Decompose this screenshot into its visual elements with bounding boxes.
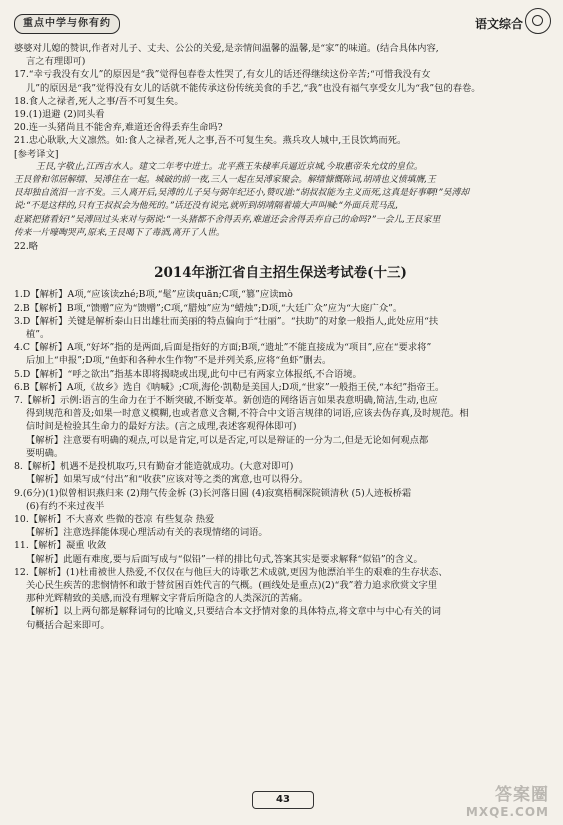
- answer-line: 10.【解析】不大喜欢 些微的苍凉 有些复杂 热爱: [14, 513, 215, 525]
- answer-line: 【解析】注意选择能体现心理活动有关的表现情绪的词语。: [26, 527, 268, 539]
- page-header: [0, 0, 563, 44]
- answer-line: 5.D【解析】“呼之欲出”指基本即将揭晓或出现,此句中已有两家立体报纸,不合语境。: [14, 368, 362, 380]
- answer-line: 那种光辉精致的美感,而没有理解文字背后所隐含的人类深沉的苦痛。: [26, 593, 308, 605]
- answer-content: [14, 42, 547, 632]
- answer-line: 8.【解析】机遇不是投机取巧,只有勤奋才能造就成功。(大意对即可): [14, 461, 294, 473]
- page-number: 43: [252, 791, 314, 809]
- answer-line: 22.略: [14, 241, 39, 253]
- answer-line: 要明确。: [26, 447, 64, 459]
- answers-exam-13: [14, 288, 547, 631]
- reference-translation: [14, 161, 547, 240]
- answer-line: 11.【解析】凝重 收敛: [14, 540, 107, 552]
- answer-line: 21.忠心耿耿,大义凛然。如:食人之禄者,死人之事,吾不可复生矣。燕兵攻人城中,王艮饮鸩而死。: [14, 135, 407, 147]
- answer-line: 6.B【解析】A项,《故乡》选自《呐喊》;C项,海伦·凯勒是美国人;D项,“世家”一般指王侯,“本纪”指帝王。: [14, 381, 445, 393]
- answer-line: 【解析】注意要有明确的观点,可以是肯定,可以是否定,可以是辩证的一分为二,但是无论如何观点都: [26, 434, 429, 446]
- translation-line: 王艮曾和邻居解缙、吴溥住在一起。城破的前一夜,三人一起在吴溥家聚会。解缙慷慨陈词,胡靖也义愤填膺,王: [14, 175, 436, 186]
- translation-line: 艮却独自流泪一言不发。三人离开后,吴溥的儿子吴与弼年纪还小,赞叹道:“胡叔叔能为主义而死,这真是好事啊!”吴溥却: [14, 188, 470, 199]
- answer-line: 17.“幸亏我没有女儿”的原因是“我”觉得包春卷太性哭了,有女儿的话还得继续这份辛苦;“可惜我没有女: [14, 69, 431, 81]
- series-logo: 重点中学与你有约: [14, 14, 120, 34]
- answer-line: (6)有约不来过夜半: [26, 500, 105, 512]
- exam-title: 2014年浙江省自主招生保送考试卷(十三): [154, 265, 407, 282]
- answer-line: 后加上“申报”;D项,“鱼虾和各种水生作物”不是并列关系,应将“鱼虾”删去。: [26, 355, 332, 367]
- emblem-icon: [525, 8, 551, 34]
- watermark-title: 答案圈: [495, 785, 549, 805]
- page-footer: [0, 785, 563, 825]
- translation-line: 赶紧把猪看好!”吴溥回过头来对与弼说:“一头猪都不舍得丢弃,难道还会舍得丢弃自己的命吗?”一会儿,王艮家里: [14, 214, 441, 225]
- answer-line: 婆婆对儿媳的赞识,作者对儿子、丈夫、公公的关爱,是亲情间温馨的温馨,是“家”的味道。(结合具体内容,: [14, 43, 439, 54]
- answer-line: 儿”的原因是“我”觉得没有女儿的话就不能传承这份传统美食的手艺,“我”也没有福气享受女儿为“我”包的春卷。: [26, 82, 481, 94]
- answer-line: 言之有理即可): [26, 56, 86, 68]
- answer-line: 19.(1)退避 (2)同头看: [14, 109, 105, 121]
- answer-line: 1.D【解析】A项,“应该读zhé;B项,“髦”应读quān;C项,“篡”应读mò: [14, 289, 293, 301]
- answer-line: 20.连一头猪尚且不能舍弃,难道还舍得丢弃生命吗?: [14, 122, 223, 134]
- answer-line: 4.C【解析】A项,“好坏”指的是两面,后面是指好的方面;B项,“遗址”不能直接成为“项目”,应在“要求将”: [14, 342, 432, 354]
- answer-line: 得到规范和普及;如果一时意义模糊,也或者意义含糊,不符合中文语言规律的词语,应该去伪存真,及时规范。相: [26, 408, 469, 420]
- subject-label: 语文综合: [474, 17, 523, 31]
- answer-line: 关心民生疾苦的悲悯情怀和敢于替贫困百姓代言的气概。(画线处是重点)(2)“我”着力追求欣赏文字里: [26, 579, 438, 591]
- answer-line: 7.【解析】示例:语言的生命力在于不断突破,不断变革。新创造的网络语言如果表意明确,简洁,生动,也应: [14, 395, 438, 407]
- answer-line: 【解析】此题有难度,要与后面写成与“似铅”一样的排比句式,答案其实是要求解释“似铅”的含义。: [26, 553, 423, 565]
- answer-line: 2.B【解析】B项,“馈赠”应为“馈赠”;C项,“腊烛”应为“蜡烛”;D项,“大廷广众”应为“大庭广众”。: [14, 302, 403, 314]
- reference-translation-heading: [参考译文]: [14, 148, 59, 160]
- answer-line: 9.(6分)(1)似曾相识燕归来 (2)翔气传金柝 (3)长河落日圆 (4)寂寞梧桐深院锁清秋 (5)人迹板桥霜: [14, 487, 412, 499]
- answer-line: 18.食人之禄者,死人之事/吾不可复生矣。: [14, 95, 184, 107]
- watermark-url: MXQE.COM: [465, 805, 549, 819]
- translation-line: 传来一片嚎啕哭声,原来,王艮喝下了毒酒,离开了人世。: [14, 227, 225, 238]
- watermark: [466, 787, 549, 821]
- answers-previous-exam: [14, 42, 547, 161]
- translation-line: 王艮,字敬止,江西吉水人。建文二年考中进士。北平燕王朱棣率兵逼近京城,今取惠帝朱允炆的皇位。: [36, 161, 423, 172]
- answer-line: 植”。: [26, 329, 50, 341]
- answer-line: 信时间是检验其生命力的最好方法。(言之成理,表述客观得体即可): [26, 421, 297, 433]
- answer-line: 【解析】以上两句都是解释词句的比喻义,只要结合本文抒情对象的具体特点,将文章中与中心有关的词: [26, 606, 441, 618]
- answer-line: 12.【解析】(1)杜甫被世人热爱,不仅仅在与他巨大的诗歌艺术成就,更因为他漂泊半生的艰难的生存状态、: [14, 566, 448, 578]
- answer-line: 3.D【解析】关键是解析泰山日出雄壮而美丽的特点偏向于“壮丽”。“扶助”的对象一般指人,此处应用“扶: [14, 315, 439, 327]
- answer-line: 【解析】如果写成“付出”和“收获”应该对等之类的寓意,也可以得分。: [26, 474, 309, 486]
- translation-line: 说:“不是这样的,只有王叔叔会为他死的。”话还没有说完,就听到胡靖隔着墙大声叫喊:“外面兵荒马乱,: [14, 201, 399, 212]
- answer-line: 句概括合起来即可。: [26, 619, 110, 631]
